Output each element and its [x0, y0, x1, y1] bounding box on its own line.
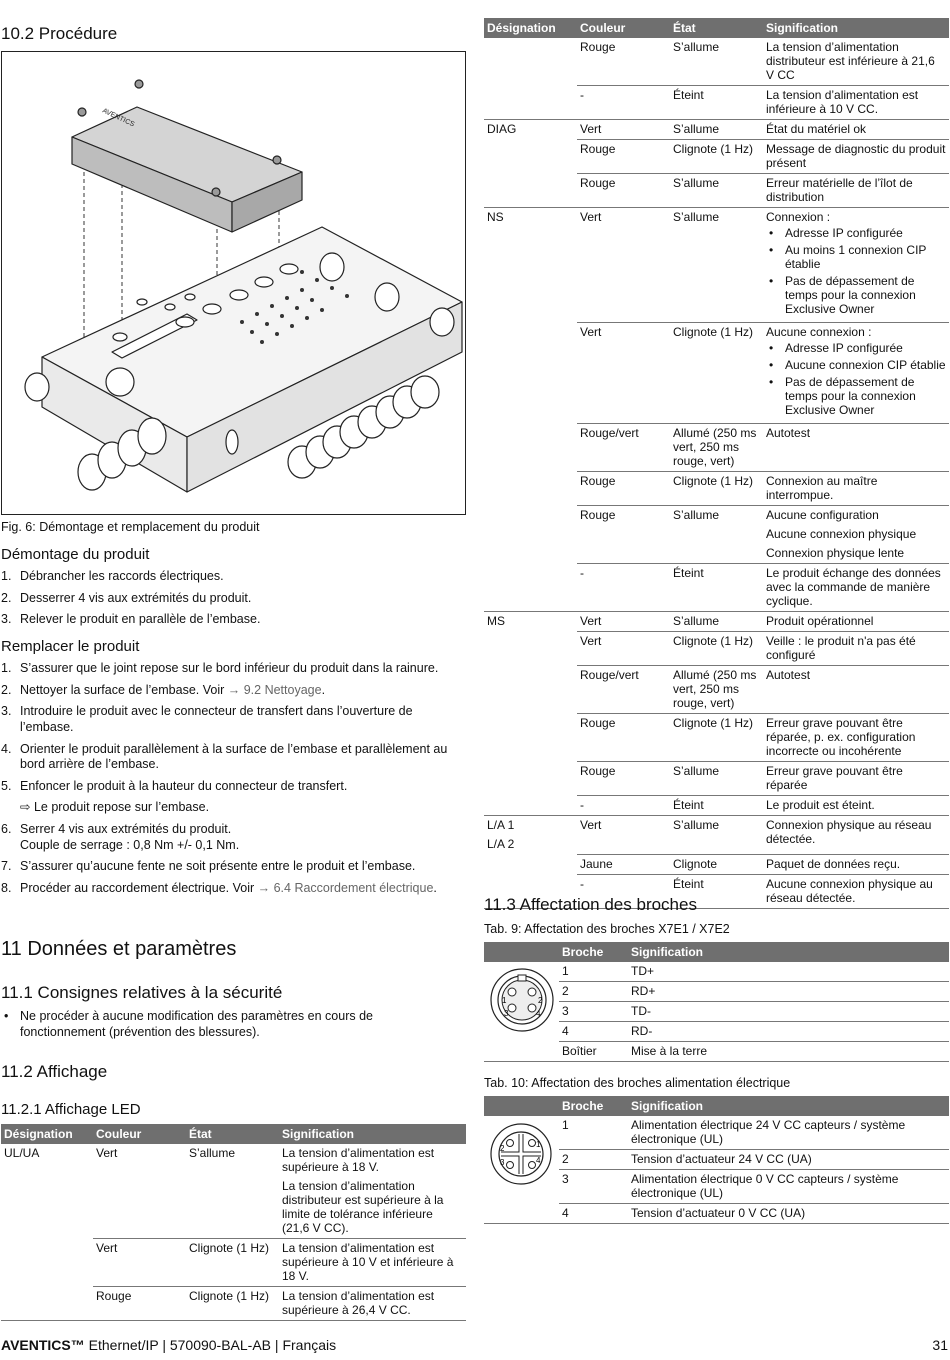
table-row: DIAG Vert S’allume État du matériel ok	[484, 120, 949, 140]
page-number: 31	[932, 1336, 948, 1353]
heading-demontage: Démontage du produit	[1, 546, 150, 563]
list-item: 5. Enfoncer le produit à la hauteur du connecteur de transfert.	[1, 778, 348, 793]
table-row: La tension d’alimentation distributeur est supérieure à la limite de tolérance inférieure (21,6 V CC).	[1, 1177, 466, 1239]
table-row: 3 Alimentation électrique 0 V CC capteurs / système électronique (UL)	[484, 1170, 949, 1204]
svg-text:3: 3	[504, 1009, 509, 1018]
svg-text:4: 4	[536, 1156, 541, 1165]
figure-product-exploded-view	[1, 51, 466, 515]
table-row: Rouge Clignote (1 Hz) Connexion au maître interrompue.	[484, 472, 949, 506]
table-row: Rouge Clignote (1 Hz) Message de diagnostic du produit présent	[484, 140, 949, 174]
tab10-caption: Tab. 10: Affectation des broches alimentation électrique	[484, 1076, 791, 1090]
svg-text:2: 2	[538, 996, 543, 1005]
table-row: 2 Tension d’actuateur 24 V CC (UA)	[484, 1150, 949, 1170]
remplacer-steps	[1, 661, 464, 903]
table-row: - Éteint La tension d’alimentation est inférieure à 10 V CC.	[484, 86, 949, 120]
tab9-caption: Tab. 9: Affectation des broches X7E1 / X7E2	[484, 922, 730, 936]
table-row: Rouge S’allume Aucune configuration Aucune connexion physique Connexion physique lente	[484, 506, 949, 564]
list-item: 1. Débrancher les raccords électriques.	[1, 569, 224, 583]
product-illustration	[2, 52, 465, 514]
footer-brand: AVENTICS™	[1, 1336, 85, 1353]
figure-caption: Fig. 6: Démontage et remplacement du produit	[1, 520, 260, 534]
table-row: 2 RD+	[484, 982, 949, 1002]
table-row: - Éteint Le produit est éteint.	[484, 796, 949, 816]
connector-m12-d-coded-icon	[487, 965, 557, 1035]
list-item: 7. S’assurer qu’aucune fente ne soit présente entre le produit et l’embase.	[1, 859, 416, 874]
table-row: Rouge Clignote (1 Hz) La tension d’alimentation est supérieure à 26,4 V CC.	[1, 1287, 466, 1321]
table-row: 3 TD-	[484, 1002, 949, 1022]
table-row: Jaune Clignote Paquet de données reçu.	[484, 854, 949, 874]
table-row: Vert Clignote (1 Hz) La tension d’alimentation est supérieure à 10 V et inférieure à 18 V.	[1, 1239, 466, 1287]
safety-bullet: • Ne procéder à aucune modification des paramètres en cours de fonctionnement (prévention des blessures).	[1, 1009, 461, 1040]
table-row: Rouge S’allume Erreur grave pouvant être réparée	[484, 762, 949, 796]
table-header-row: Désignation Couleur État Signification	[484, 18, 949, 38]
table-row: MS Vert S’allume Produit opérationnel	[484, 612, 949, 632]
svg-text:4: 4	[536, 1009, 541, 1018]
table-row: Rouge S’allume Erreur matérielle de l’îlot de distribution	[484, 174, 949, 208]
table-row: Vert Clignote (1 Hz) Veille : le produit n'a pas été configuré	[484, 632, 949, 666]
table-row: Rouge S’allume La tension d’alimentation distributeur est inférieure à 21,6 V CC	[484, 38, 949, 86]
list-item: 3. Relever le produit en parallèle de l’embase.	[1, 612, 261, 627]
pin-table-power	[484, 1096, 949, 1224]
table-row: 1 2 3 4 1 Alimentation électrique 24 V CC capteurs / système électronique (UL)	[484, 1116, 949, 1150]
figure-logo-text: AVENTICS	[101, 107, 136, 129]
svg-text:1: 1	[536, 1140, 541, 1149]
step-result: ⇨ Le produit repose sur l’embase.	[20, 800, 210, 815]
table-row: Rouge/vert Allumé (250 ms vert, 250 ms rouge, vert) Autotest	[484, 666, 949, 714]
svg-text:2: 2	[500, 1144, 505, 1153]
table-row: L/A 1 L/A 2 Vert S’allume Connexion physique au réseau détectée.	[484, 816, 949, 855]
led-table-left	[1, 1124, 466, 1321]
table-row: 1 2 3 4 1 TD+	[484, 962, 949, 982]
footer-doc-info	[1, 1337, 336, 1355]
footer-doc: Ethernet/IP | 570090-BAL-AB | Français	[84, 1336, 337, 1353]
table-row: 4 Tension d’actuateur 0 V CC (UA)	[484, 1204, 949, 1224]
section-heading-10-2: 10.2 Procédure	[1, 24, 118, 43]
led-table-right	[484, 18, 949, 909]
list-item: 2. Desserrer 4 vis aux extrémités du produit.	[1, 590, 252, 605]
heading-remplacer: Remplacer le produit	[1, 638, 140, 655]
table-row: Boîtier Mise à la terre	[484, 1042, 949, 1062]
link-raccordement[interactable]: → 6.4 Raccordement électrique	[257, 880, 434, 895]
table-row: UL/UA Vert S’allume La tension d’alimentation est supérieure à 18 V.	[4, 1146, 435, 1174]
section-heading-11-2-1: 11.2.1 Affichage LED	[1, 1101, 141, 1118]
table-row: Vert Clignote (1 Hz) Aucune connexion : • Adresse IP configurée • Aucune connexion CIP établie • Pas de dépassement de temps pour la connexion Exclusive Owner	[484, 323, 949, 424]
list-item: 4. Orienter le produit parallèlement à la surface de l’embase et parallèlement au bord arrière de l’embase.	[1, 741, 448, 772]
table-row: Rouge/vert Allumé (250 ms vert, 250 ms rouge, vert) Autotest	[484, 424, 949, 472]
table-header-row: Broche Signification	[484, 942, 949, 962]
table-row: Rouge Clignote (1 Hz) Erreur grave pouvant être réparée, p. ex. configuration incorrecte ou incohérente	[484, 714, 949, 762]
table-row: - Éteint Aucune connexion physique au réseau détectée.	[484, 874, 949, 908]
pin-table-x7e	[484, 942, 949, 1062]
list-item: 6. Serrer 4 vis aux extrémités du produit. Couple de serrage : 0,8 Nm +/- 0,1 Nm.	[1, 822, 240, 852]
svg-text:3: 3	[500, 1158, 505, 1167]
list-item: 2. Nettoyer la surface de l’embase. Voir → 9.2 Nettoyage.	[1, 682, 326, 697]
table-header-row: Broche Signification	[484, 1096, 949, 1116]
table-row: NS Vert S’allume Connexion : • Adresse IP configurée • Au moins 1 connexion CIP établie • Pas de dépassement de temps pour la connexion Exclusive Owner	[484, 208, 949, 323]
list-item: 3. Introduire le produit avec le connecteur de transfert dans l’ouverture de l’embase.	[1, 704, 413, 734]
list-item: 8. Procéder au raccordement électrique. Voir → 6.4 Raccordement électrique.	[1, 880, 437, 895]
section-heading-11-3: 11.3 Affectation des broches	[484, 895, 697, 914]
table-row: 4 RD-	[484, 1022, 949, 1042]
link-nettoyage[interactable]: → 9.2 Nettoyage	[227, 682, 322, 697]
connector-m12-a-coded-icon	[488, 1121, 554, 1187]
demontage-steps	[1, 569, 461, 634]
section-heading-11-2: 11.2 Affichage	[1, 1062, 108, 1081]
section-heading-11: 11 Données et paramètres	[1, 938, 237, 960]
section-heading-11-1: 11.1 Consignes relatives à la sécurité	[1, 983, 283, 1002]
table-row: - Éteint Le produit échange des données avec la commande de manière cyclique.	[484, 564, 949, 612]
list-item: 1. S’assurer que le joint repose sur le bord inférieur du produit dans la rainure.	[1, 661, 439, 675]
svg-text:1: 1	[502, 996, 507, 1005]
table-header-row: Désignation Couleur État Signification	[1, 1124, 466, 1144]
